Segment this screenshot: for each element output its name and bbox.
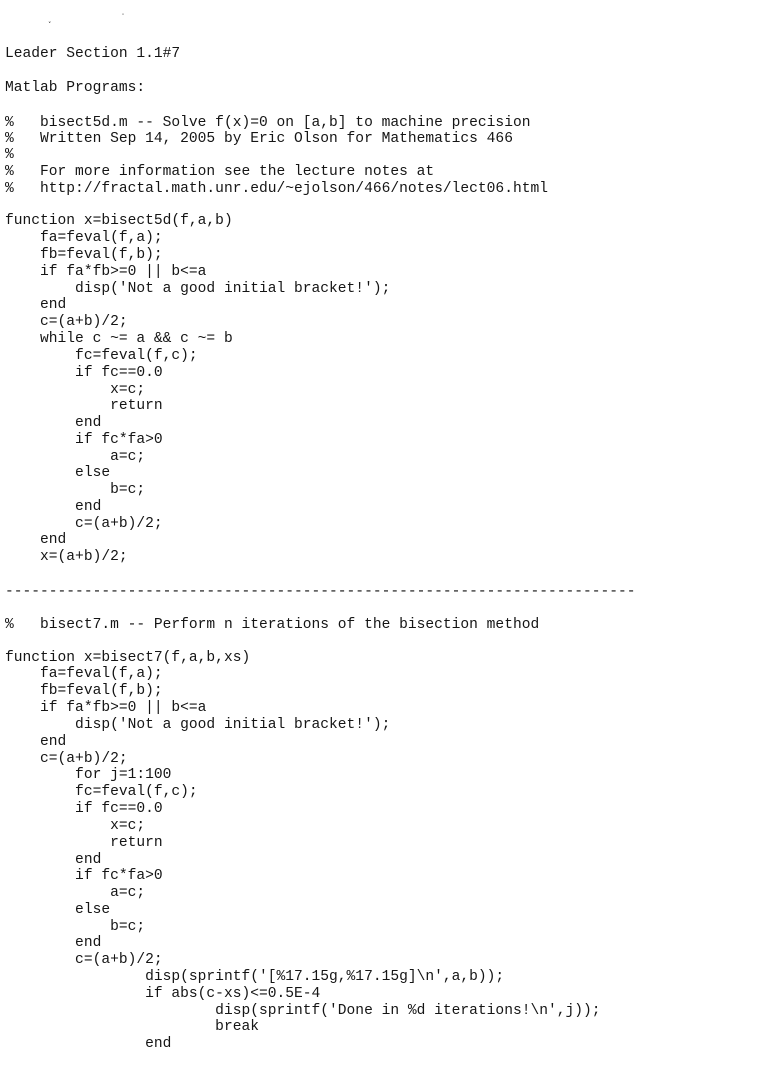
code-line: % bisect7.m -- Perform n iterations of the bisection method <box>5 617 540 633</box>
code-line: % http://fractal.math.unr.edu/~ejolson/466/notes/lect06.html <box>5 181 548 197</box>
code-line: if fc==0.0 <box>5 801 163 817</box>
code-line: b=c; <box>5 919 146 935</box>
code-line: end <box>5 532 67 548</box>
code-line: fa=feval(f,a); <box>5 666 163 682</box>
code-line: if fc*fa>0 <box>5 432 163 448</box>
code-line: x=c; <box>5 382 146 398</box>
code-line: x=(a+b)/2; <box>5 549 128 565</box>
code-line: fc=feval(f,c); <box>5 348 198 364</box>
code-line: disp('Not a good initial bracket!'); <box>5 717 391 733</box>
code-line: else <box>5 902 111 918</box>
code-line: end <box>5 499 102 515</box>
code-line: fb=feval(f,b); <box>5 683 163 699</box>
code-line: % For more information see the lecture notes at <box>5 164 435 180</box>
code-line: end <box>5 935 102 951</box>
code-line: disp(sprintf('Done in %d iterations!\n',j)); <box>5 1003 601 1019</box>
code-line: c=(a+b)/2; <box>5 314 128 330</box>
code-line: % Written Sep 14, 2005 by Eric Olson for Mathematics 466 <box>5 131 513 147</box>
code-line: c=(a+b)/2; <box>5 751 128 767</box>
code-line: x=c; <box>5 818 146 834</box>
code-line: if fc==0.0 <box>5 365 163 381</box>
doc-title: Leader Section 1.1#7 <box>5 46 181 62</box>
code-line: end <box>5 297 67 313</box>
code-line: return <box>5 398 163 414</box>
code-line: if fa*fb>=0 || b<=a <box>5 700 207 716</box>
code-line: disp('Not a good initial bracket!'); <box>5 281 391 297</box>
code-line: for j=1:100 <box>5 767 172 783</box>
code-line: if fa*fb>=0 || b<=a <box>5 264 207 280</box>
code-line: end <box>5 852 102 868</box>
section-heading: Matlab Programs: <box>5 80 146 96</box>
code-line: fa=feval(f,a); <box>5 230 163 246</box>
code-line: disp(sprintf('[%17.15g,%17.15g]\n',a,b)); <box>5 969 505 985</box>
code-line: break <box>5 1019 259 1035</box>
code-line: if abs(c-xs)<=0.5E-4 <box>5 986 321 1002</box>
code-line: while c ~= a && c ~= b <box>5 331 233 347</box>
code-line: if fc*fa>0 <box>5 868 163 884</box>
code-line: return <box>5 835 163 851</box>
code-line: else <box>5 465 111 481</box>
code-line: function x=bisect5d(f,a,b) <box>5 213 233 229</box>
code-line: a=c; <box>5 449 146 465</box>
code-line: c=(a+b)/2; <box>5 952 163 968</box>
code-line: c=(a+b)/2; <box>5 516 163 532</box>
code-line: fc=feval(f,c); <box>5 784 198 800</box>
code-line: % <box>5 147 14 163</box>
code-line: % bisect5d.m -- Solve f(x)=0 on [a,b] to machine precision <box>5 115 531 131</box>
code-line: b=c; <box>5 482 146 498</box>
code-line: end <box>5 734 67 750</box>
section-divider: ------------------------------------------------------------------------ <box>5 584 636 600</box>
scan-specks: ˯ ˈ <box>48 14 157 25</box>
code-line: fb=feval(f,b); <box>5 247 163 263</box>
code-line: a=c; <box>5 885 146 901</box>
code-line: end <box>5 415 102 431</box>
code-line: function x=bisect7(f,a,b,xs) <box>5 650 251 666</box>
code-line: end <box>5 1036 172 1052</box>
